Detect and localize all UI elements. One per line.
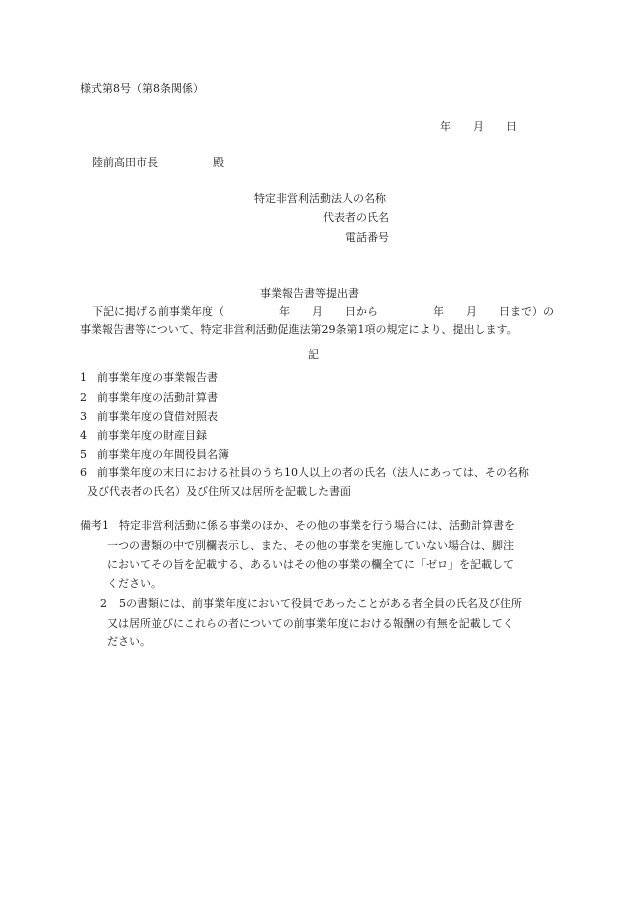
list-item: 前事業年度の末日における社員のうち10人以上の者の氏名（法人にあっては、その名称 [97, 466, 529, 479]
list-item: 前事業年度の活動計算書 [97, 391, 218, 404]
list-item-number: 3 [80, 410, 87, 423]
body-line-1: 下記に掲げる前事業年度（ 年 月 日から 年 月 日まで）の [92, 305, 554, 318]
note-2-number: 2 [100, 597, 107, 610]
note-2-line: ださい。 [107, 635, 151, 648]
addressee-line: 陸前高田市長 殿 [92, 156, 224, 169]
list-item-number: 5 [80, 448, 87, 461]
note-1-line: 一つの書類の中で別欄表示し、また、その他の事業を実施していない場合は、脚注 [107, 539, 514, 552]
corp-name-label: 特定非営利活動法人の名称 [254, 192, 386, 205]
note-2-line: 又は居所並びにこれらの者についての前事業年度における報酬の有無を記載してく [107, 617, 514, 630]
list-item: 前事業年度の年間役員名簿 [97, 448, 229, 461]
list-item-number: 2 [80, 391, 87, 404]
list-item: 前事業年度の貸借対照表 [97, 410, 218, 423]
note-1-line: ください。 [107, 577, 162, 590]
list-item: 前事業年度の事業報告書 [97, 371, 218, 384]
document-title: 事業報告書等提出書 [260, 287, 359, 300]
body-line-2: 事業報告書等について、特定非営利活動促進法第29条第1項の規定により、提出します。 [80, 323, 518, 336]
list-item-number: 6 [80, 466, 87, 479]
date-line: 年 月 日 [440, 120, 517, 133]
note-1-line: 特定非営利活動に係る事業のほか、その他の事業を行う場合には、活動計算書を [119, 519, 515, 532]
list-item-number: 4 [80, 429, 87, 442]
form-number-label: 様式第8号（第8条関係） [80, 82, 204, 95]
note-1-line: においてその旨を記載する、あるいはその他の事業の欄全てに「ゼロ」を記載して [107, 558, 514, 571]
list-item-number: 1 [80, 371, 87, 384]
note-2-line: 5の書類には、前事業年度において役員であったことがある者全員の氏名及び住所 [119, 597, 522, 610]
list-item-continuation: 及び代表者の氏名）及び住所又は居所を記載した書面 [87, 485, 351, 498]
notes-label: 備考1 [80, 519, 109, 532]
phone-number-label: 電話番号 [345, 231, 389, 244]
ki-heading: 記 [308, 348, 319, 361]
list-item: 前事業年度の財産目録 [97, 429, 207, 442]
representative-name-label: 代表者の氏名 [323, 211, 389, 224]
